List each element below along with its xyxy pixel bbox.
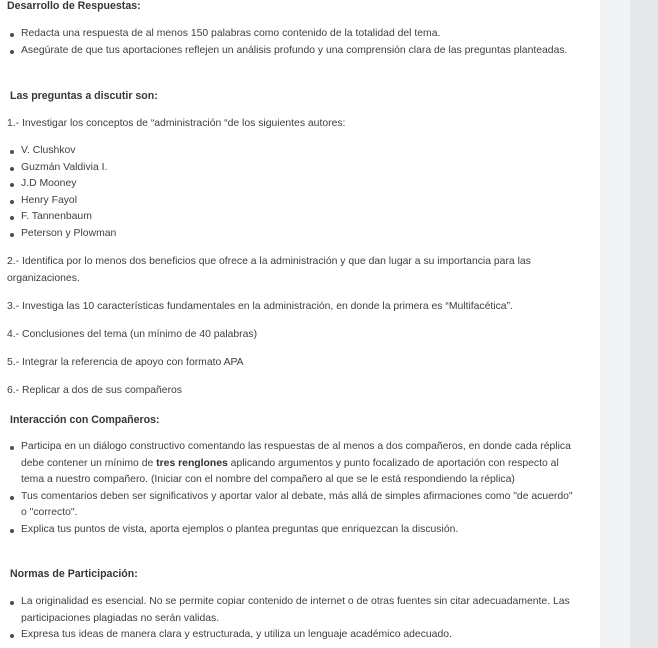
normas-list [7, 594, 592, 644]
author-item: J.D Mooney [7, 176, 592, 193]
content-gutter [600, 0, 630, 648]
list-item-text: Participa en un diálogo constructivo comentando las respuestas de al menos a dos compañeros, en donde cada réplica debe contener un mínimo de [21, 441, 571, 469]
list-item: Explica tus puntos de vista, aporta ejemplos o plantea preguntas que enriquezcan la discusión. [7, 522, 577, 539]
question-5: 5.- Integrar la referencia de apoyo con formato APA [7, 357, 244, 368]
section-heading-normas: Normas de Participación: [10, 568, 138, 580]
scrollbar[interactable] [630, 0, 658, 648]
author-item: F. Tannenbaum [7, 209, 592, 226]
section-heading-interaccion: Interacción con Compañeros: [10, 414, 160, 426]
list-item: Expresa tus ideas de manera clara y estructurada, y utiliza un lenguaje académico adecuado. [7, 627, 592, 644]
question-4: 4.- Conclusiones del tema (un mínimo de 40 palabras) [7, 329, 258, 340]
question-3: 3.- Investiga las 10 características fundamentales en la administración, en donde la primera es “Multifacética”. [7, 301, 513, 312]
author-item: Henry Fayol [7, 193, 592, 210]
list-item: Redacta una respuesta de al menos 150 palabras como contenido de la totalidad del tema. [7, 26, 592, 43]
author-item: V. Clushkov [7, 143, 592, 160]
list-item: Asegúrate de que tus aportaciones reflejen un análisis profundo y una comprensión clara de las preguntas planteadas. [7, 43, 592, 60]
list-item: La originalidad es esencial. No se permite copiar contenido de internet o de otras fuentes sin citar adecuadamente. Las participaciones plagiadas no serán validas. [7, 594, 592, 627]
authors-list [7, 143, 592, 242]
author-item: Guzmán Valdivia I. [7, 160, 592, 177]
emphasis-text: tres renglones [156, 457, 228, 469]
interaccion-list [7, 439, 577, 538]
list-item-text: aplicando argumentos y punto focalizado de aportación con respecto al tema a nuestro compañero. (Iniciar con el nombre del compañero al que se le está respondiendo la réplica) [21, 457, 559, 485]
section-heading-desarrollo: Desarrollo de Respuestas: [7, 0, 141, 12]
list-item: Tus comentarios deben ser significativos y aportar valor al debate, más allá de simples afirmaciones como "de acuerdo" o "correcto". [7, 489, 577, 522]
desarrollo-list [7, 26, 592, 59]
question-2: 2.- Identifica por lo menos dos beneficios que ofrece a la administración y que dan lugar a su importancia para las organizaciones. [7, 256, 531, 284]
question-1: 1.- Investigar los conceptos de “administración “de los siguientes autores: [7, 118, 346, 129]
section-heading-preguntas: Las preguntas a discutir son: [10, 90, 158, 102]
question-6: 6.- Replicar a dos de sus compañeros [7, 385, 182, 396]
list-item [7, 439, 577, 489]
author-item: Peterson y Plowman [7, 226, 592, 243]
